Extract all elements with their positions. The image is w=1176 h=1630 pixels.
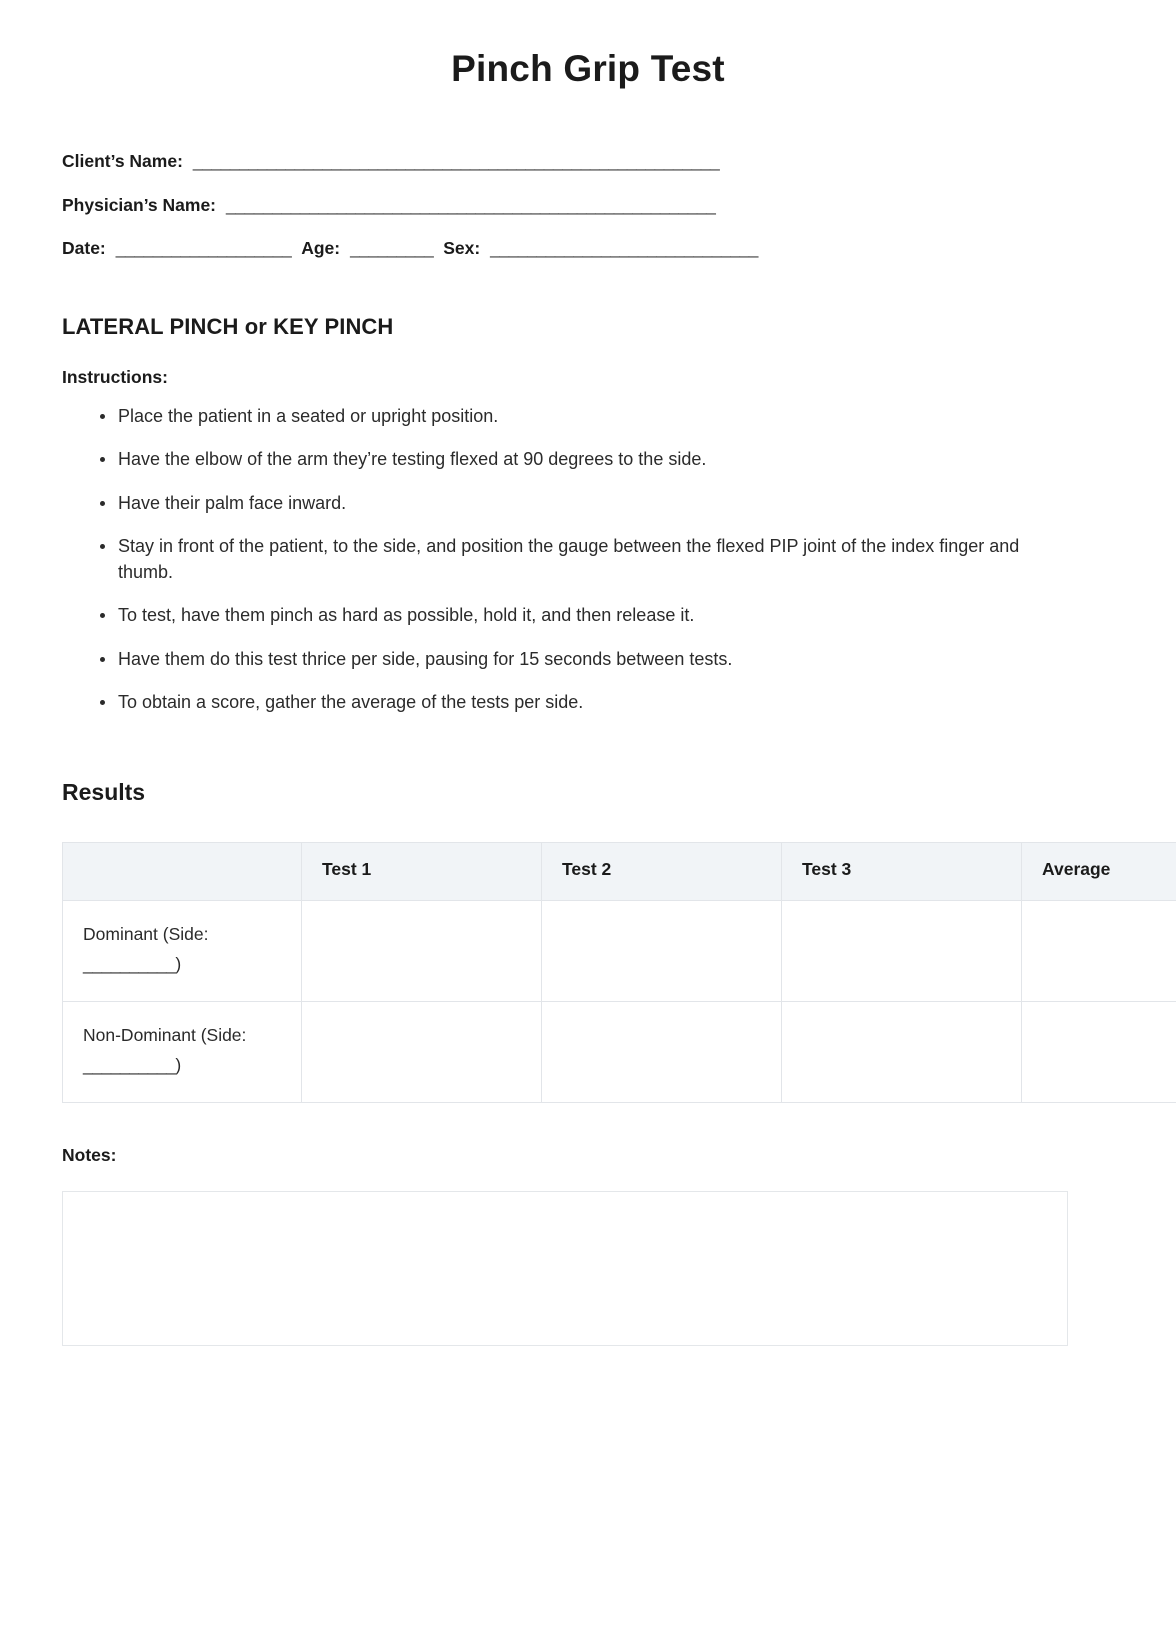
age-label: Age: — [301, 238, 341, 258]
table-header-row — [63, 842, 1176, 900]
cell-dominant-test-3[interactable] — [782, 900, 1022, 1001]
age-input-rule[interactable]: _________ — [350, 238, 434, 258]
table-row — [63, 900, 1176, 1001]
list-item: Have their palm face inward. — [100, 491, 1063, 517]
dominant-label-prefix: Dominant (Side: — [83, 923, 209, 944]
instructions-list — [62, 404, 1114, 716]
client-name-input-rule[interactable]: _________________________________________________________ — [192, 151, 720, 171]
section-heading-lateral-pinch: LATERAL PINCH or KEY PINCH — [62, 313, 394, 339]
list-item: Place the patient in a seated or upright position. — [100, 404, 1063, 430]
page-title: Pinch Grip Test — [451, 48, 725, 89]
date-label: Date: — [62, 238, 106, 258]
table-header-cell-test-1: Test 1 — [302, 842, 542, 900]
dominant-side-input-rule[interactable]: __________ — [83, 953, 176, 974]
client-name-field[interactable] — [62, 153, 1114, 171]
table-body — [63, 900, 1176, 1102]
non-dominant-label-prefix: Non-Dominant (Side: — [83, 1024, 247, 1045]
table-header-cell-blank — [63, 842, 302, 900]
cell-dominant-test-1[interactable] — [302, 900, 542, 1001]
list-item: To test, have them pinch as hard as possible, hold it, and then release it. — [100, 603, 1063, 629]
sex-input-rule[interactable]: _____________________________ — [490, 238, 758, 258]
non-dominant-label-suffix: ) — [175, 1054, 182, 1075]
date-age-sex-field-row[interactable] — [62, 240, 1114, 258]
cell-non-dominant-test-2[interactable] — [542, 1001, 782, 1102]
cell-dominant-average[interactable] — [1022, 900, 1176, 1001]
list-item: To obtain a score, gather the average of the tests per side. — [100, 690, 1063, 716]
table-row — [63, 1001, 1176, 1102]
table-header-cell-test-3: Test 3 — [782, 842, 1022, 900]
row-label-non-dominant — [63, 1001, 302, 1102]
instructions-label: Instructions: — [62, 366, 168, 387]
dominant-label-suffix: ) — [175, 953, 182, 974]
list-item: Stay in front of the patient, to the side, and position the gauge between the flexed PIP joint of the index finger and thumb. — [100, 534, 1063, 585]
results-heading: Results — [62, 778, 146, 805]
notes-input[interactable] — [62, 1191, 1068, 1346]
cell-dominant-test-2[interactable] — [542, 900, 782, 1001]
table-header — [63, 842, 1176, 900]
table-header-cell-test-2: Test 2 — [542, 842, 782, 900]
non-dominant-side-input-rule[interactable]: __________ — [83, 1054, 176, 1075]
table-header-cell-average: Average — [1022, 842, 1176, 900]
physician-name-input-rule[interactable]: _____________________________________________________ — [226, 194, 716, 215]
cell-non-dominant-test-3[interactable] — [782, 1001, 1022, 1102]
client-info-fields — [62, 153, 1114, 258]
physician-name-field[interactable] — [62, 194, 1114, 215]
notes-label: Notes: — [62, 1144, 117, 1165]
results-table — [62, 842, 1176, 1103]
list-item: Have the elbow of the arm they’re testing flexed at 90 degrees to the side. — [100, 447, 1063, 473]
client-name-label: Client’s Name: — [62, 151, 183, 171]
list-item: Have them do this test thrice per side, pausing for 15 seconds between tests. — [100, 647, 1063, 673]
cell-non-dominant-test-1[interactable] — [302, 1001, 542, 1102]
physician-name-label: Physician’s Name: — [62, 194, 217, 215]
row-label-dominant — [63, 900, 302, 1001]
sex-label: Sex: — [443, 238, 481, 258]
date-input-rule[interactable]: ___________________ — [115, 238, 292, 258]
cell-non-dominant-average[interactable] — [1022, 1001, 1176, 1102]
